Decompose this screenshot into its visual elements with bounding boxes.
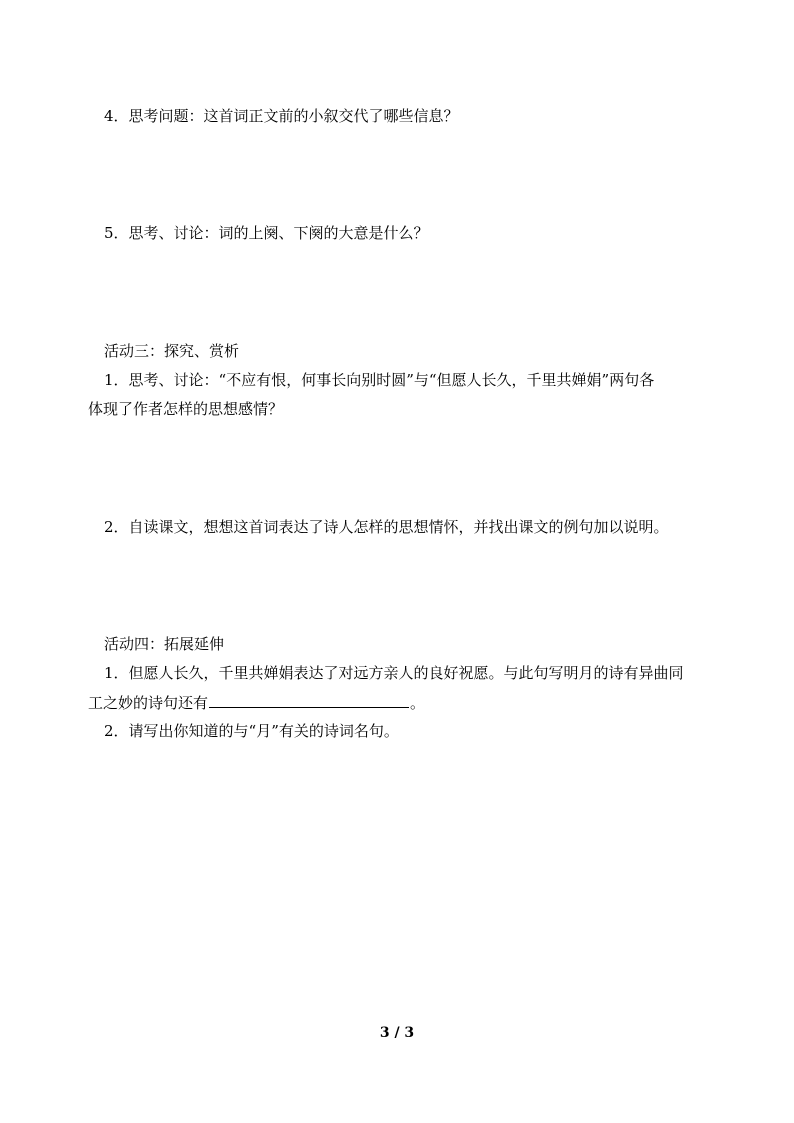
answer-blank[interactable] xyxy=(209,691,409,708)
question-5: 5．思考、讨论：词的上阕、下阕的大意是什么？ xyxy=(104,224,429,242)
activity-4-question-1-line-2 xyxy=(88,691,425,714)
activity-4-question-1-prefix: 工之妙的诗句还有 xyxy=(88,694,209,712)
activity-3-question-1-line-2: 体现了作者怎样的思想感情？ xyxy=(88,400,284,418)
activity-4-heading: 活动四：拓展延伸 xyxy=(104,635,225,653)
activity-4-question-1-suffix: 。 xyxy=(410,694,426,712)
page-number: 3 / 3 xyxy=(379,1025,415,1041)
activity-4-question-2: 2．请写出你知道的与“月”有关的诗词名句。 xyxy=(104,722,399,740)
activity-4-question-1-line-1: 1．但愿人长久，千里共婵娟表达了对远方亲人的良好祝愿。与此句写明月的诗有异曲同 xyxy=(104,664,684,682)
activity-3-question-2: 2．自读课文，想想这首词表达了诗人怎样的思想情怀，并找出课文的例句加以说明。 xyxy=(104,518,669,536)
activity-3-heading: 活动三：探究、赏析 xyxy=(104,342,240,360)
activity-3-question-1-line-1: 1．思考、讨论：“不应有恨，何事长向别时圆”与“但愿人长久，千里共婵娟”两句各 xyxy=(104,371,655,389)
question-4: 4．思考问题：这首词正文前的小叙交代了哪些信息？ xyxy=(104,107,459,125)
